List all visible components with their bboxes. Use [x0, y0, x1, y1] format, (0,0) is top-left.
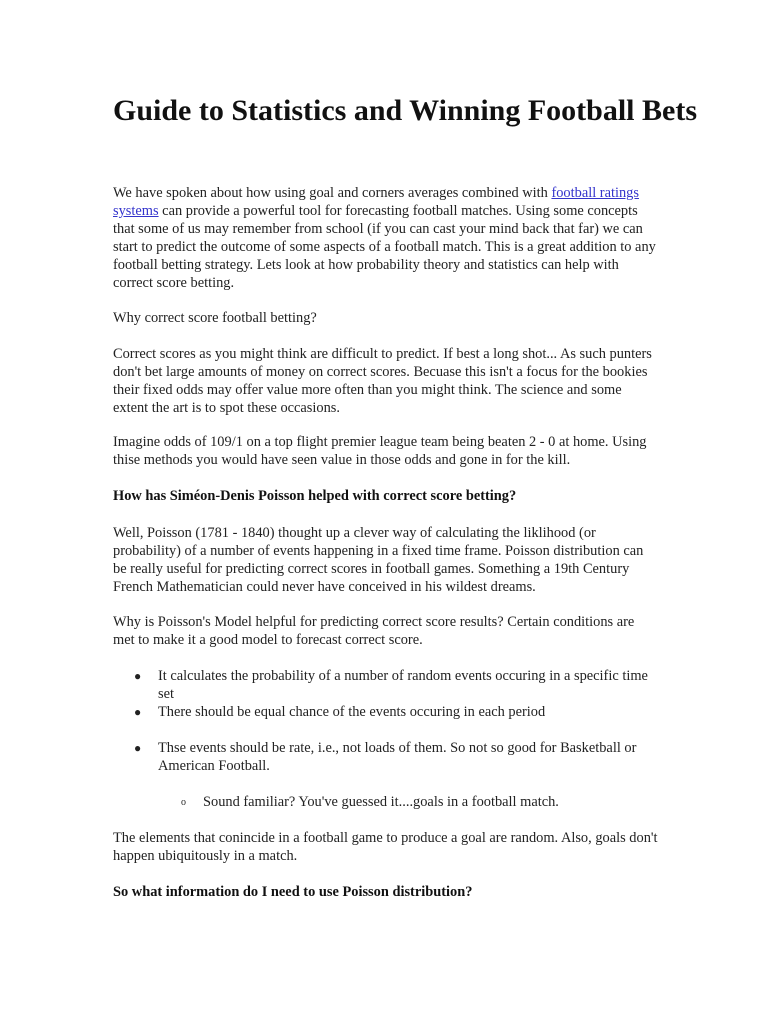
- list-item: [134, 739, 658, 775]
- elements-paragraph: The elements that conincide in a football game to produce a goal are random. Also, goals don't happen ubiquitously in a match.: [113, 830, 658, 864]
- list-item: [134, 703, 658, 721]
- list-item-text: There should be equal chance of the events occuring in each period: [158, 704, 546, 720]
- list-item: [134, 667, 658, 703]
- bullet-icon: ●: [134, 741, 142, 755]
- list-item-text: It calculates the probability of a number of random events occuring in a specific time set: [158, 668, 648, 702]
- intro-paragraph: [113, 184, 658, 292]
- football-ratings-link[interactable]: football ratings systems: [113, 185, 639, 219]
- sub-list-item: [181, 793, 663, 811]
- circle-bullet-icon: o: [181, 797, 186, 808]
- page-title: Guide to Statistics and Winning Football Bets: [113, 94, 698, 127]
- info-heading: So what information do I need to use Poisson distribution?: [113, 884, 473, 900]
- sub-list-item-text: Sound familiar? You've guessed it....goals in a football match.: [203, 794, 559, 810]
- why-correct-score-text: Why correct score football betting?: [113, 310, 317, 326]
- correct-scores-paragraph: Correct scores as you might think are difficult to predict. If best a long shot... As such punters don't bet large amounts of money on correct scores. Becuase this isn't a focus for the bookies their fixed odds may offer value more often than you might think. The science and some extent the art is to spot these occasions.: [113, 346, 652, 416]
- list-item-text: Thse events should be rate, i.e., not loads of them. So not so good for Basketball or American Football.: [158, 740, 637, 774]
- why-model-paragraph: Why is Poisson's Model helpful for predicting correct score results? Certain conditions are met to make it a good model to forecast correct score.: [113, 614, 635, 648]
- intro-text-before: We have spoken about how using goal and corners averages combined with: [113, 185, 552, 201]
- bullet-icon: ●: [134, 669, 142, 683]
- poisson-history-paragraph: Well, Poisson (1781 - 1840) thought up a clever way of calculating the liklihood (or probability) of a number of events happening in a fixed time frame. Poisson distribution can be really useful for predicting correct scores in football games. Something a 19th Century French Mathematician could never have conceived in his wildest dreams.: [113, 525, 644, 595]
- poisson-heading: How has Siméon-Denis Poisson helped with correct score betting?: [113, 488, 517, 504]
- intro-text-after: can provide a powerful tool for forecasting football matches. Using some concepts that some of us may remember from school (if you can cast your mind back that far) we can start to predict the outcome of some aspects of a football match. This is a great addition to any football betting strategy. Lets look at how probability theory and statistics can help with correct score betting.: [113, 203, 656, 291]
- bullet-icon: ●: [134, 705, 142, 719]
- imagine-odds-paragraph: Imagine odds of 109/1 on a top flight premier league team being beaten 2 - 0 at home. Using thise methods you would have seen value in those odds and gone in for the kill.: [113, 434, 647, 468]
